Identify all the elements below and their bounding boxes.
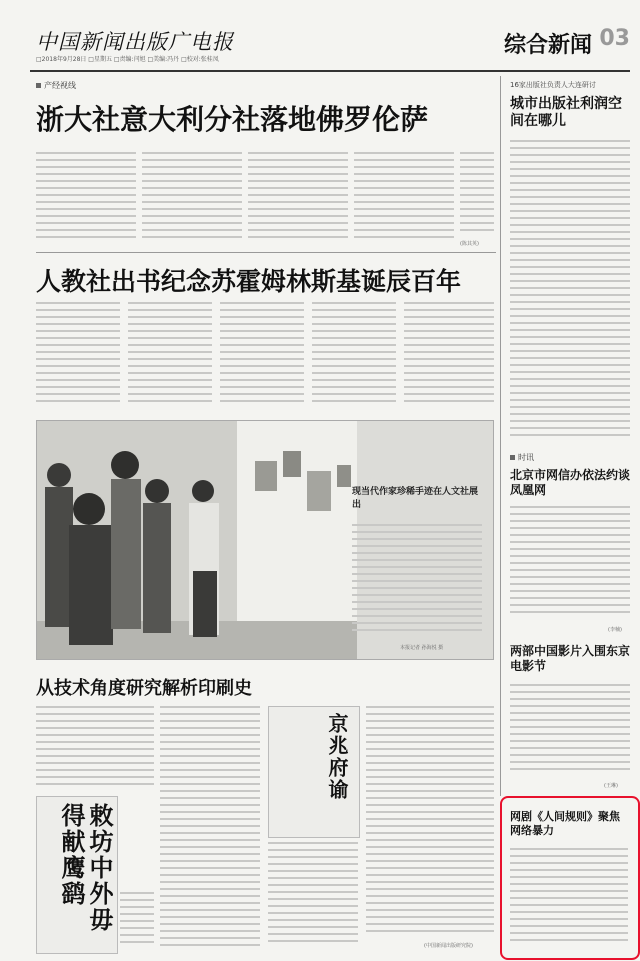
sidebar-column-tag: 时讯 xyxy=(510,452,534,463)
print-history-body-col-1 xyxy=(36,706,154,792)
sidebar-story2-headline: 北京市网信办依法约谈凤凰网 xyxy=(510,468,631,497)
divider xyxy=(36,252,496,253)
lead-body-col-5 xyxy=(460,152,494,236)
calligraphy-plate-right xyxy=(268,706,360,838)
calligraphy-note xyxy=(120,892,154,948)
calligraphy-plate-left xyxy=(36,796,118,954)
second-body-col-1 xyxy=(36,302,120,408)
sidebar-story3-sign-off: (王琳) xyxy=(604,783,618,789)
calligraphy-text-left: 敕坊中外毋得献鹰鹞 xyxy=(57,803,114,933)
paper-name: 中国新闻出版广电报 xyxy=(36,30,234,54)
sidebar-story4-body xyxy=(510,848,628,948)
second-body-col-3 xyxy=(220,302,304,408)
print-history-source: (中国新闻出版研究院) xyxy=(424,943,473,949)
print-history-body-col-4 xyxy=(366,706,494,938)
lead-headline: 浙大社意大利分社落地佛罗伦萨 xyxy=(36,103,429,136)
lead-column-tag: 产经视线 xyxy=(36,80,76,91)
sidebar-story2-body xyxy=(510,506,630,618)
sidebar-story4-headline: 网剧《人间规则》聚焦网络暴力 xyxy=(510,810,620,837)
masthead xyxy=(30,26,630,72)
sidebar-story3-headline: 两部中国影片入围东京电影节 xyxy=(510,644,631,673)
photo-credit: 本报记者 孙海悦 摄 xyxy=(400,645,444,651)
second-body-col-5 xyxy=(404,302,494,408)
issue-line: □2018年9月28日 □星期五 □责编:闫旭 □美编:冯丹 □校对:张桂凤 xyxy=(36,56,219,63)
lead-sign-off: (陈其英) xyxy=(460,241,479,247)
print-history-body-col-3 xyxy=(268,842,358,948)
second-headline: 人教社出书纪念苏霍姆林斯基诞辰百年 xyxy=(36,267,462,296)
section-name: 综合新闻 xyxy=(503,33,592,58)
sidebar-story1-headline: 城市出版社利润空间在哪儿 xyxy=(510,96,622,129)
lead-body-col-2 xyxy=(142,152,242,248)
sidebar-kicker: 16家出版社负责人大连研讨 xyxy=(510,81,596,89)
lead-body-col-3 xyxy=(248,152,348,248)
sidebar-story3-body xyxy=(510,684,630,776)
print-history-headline: 从技术角度研究解析印刷史 xyxy=(36,678,252,699)
second-body-col-2 xyxy=(128,302,212,408)
lead-body-col-1 xyxy=(36,152,136,248)
second-body-col-4 xyxy=(312,302,396,408)
print-history-body-col-2 xyxy=(160,706,260,952)
sidebar-story2-sign-off: (李楠) xyxy=(608,627,622,633)
calligraphy-text-right: 京兆府谕 xyxy=(325,713,349,801)
sidebar-divider xyxy=(500,76,501,796)
page-number: 03 xyxy=(599,26,630,51)
photo-caption: 现当代作家珍稀手迹在人文社展出 xyxy=(352,487,479,510)
lead-body-col-4 xyxy=(354,152,454,248)
photo-story-body xyxy=(352,524,482,636)
sidebar-story1-body xyxy=(510,140,630,442)
